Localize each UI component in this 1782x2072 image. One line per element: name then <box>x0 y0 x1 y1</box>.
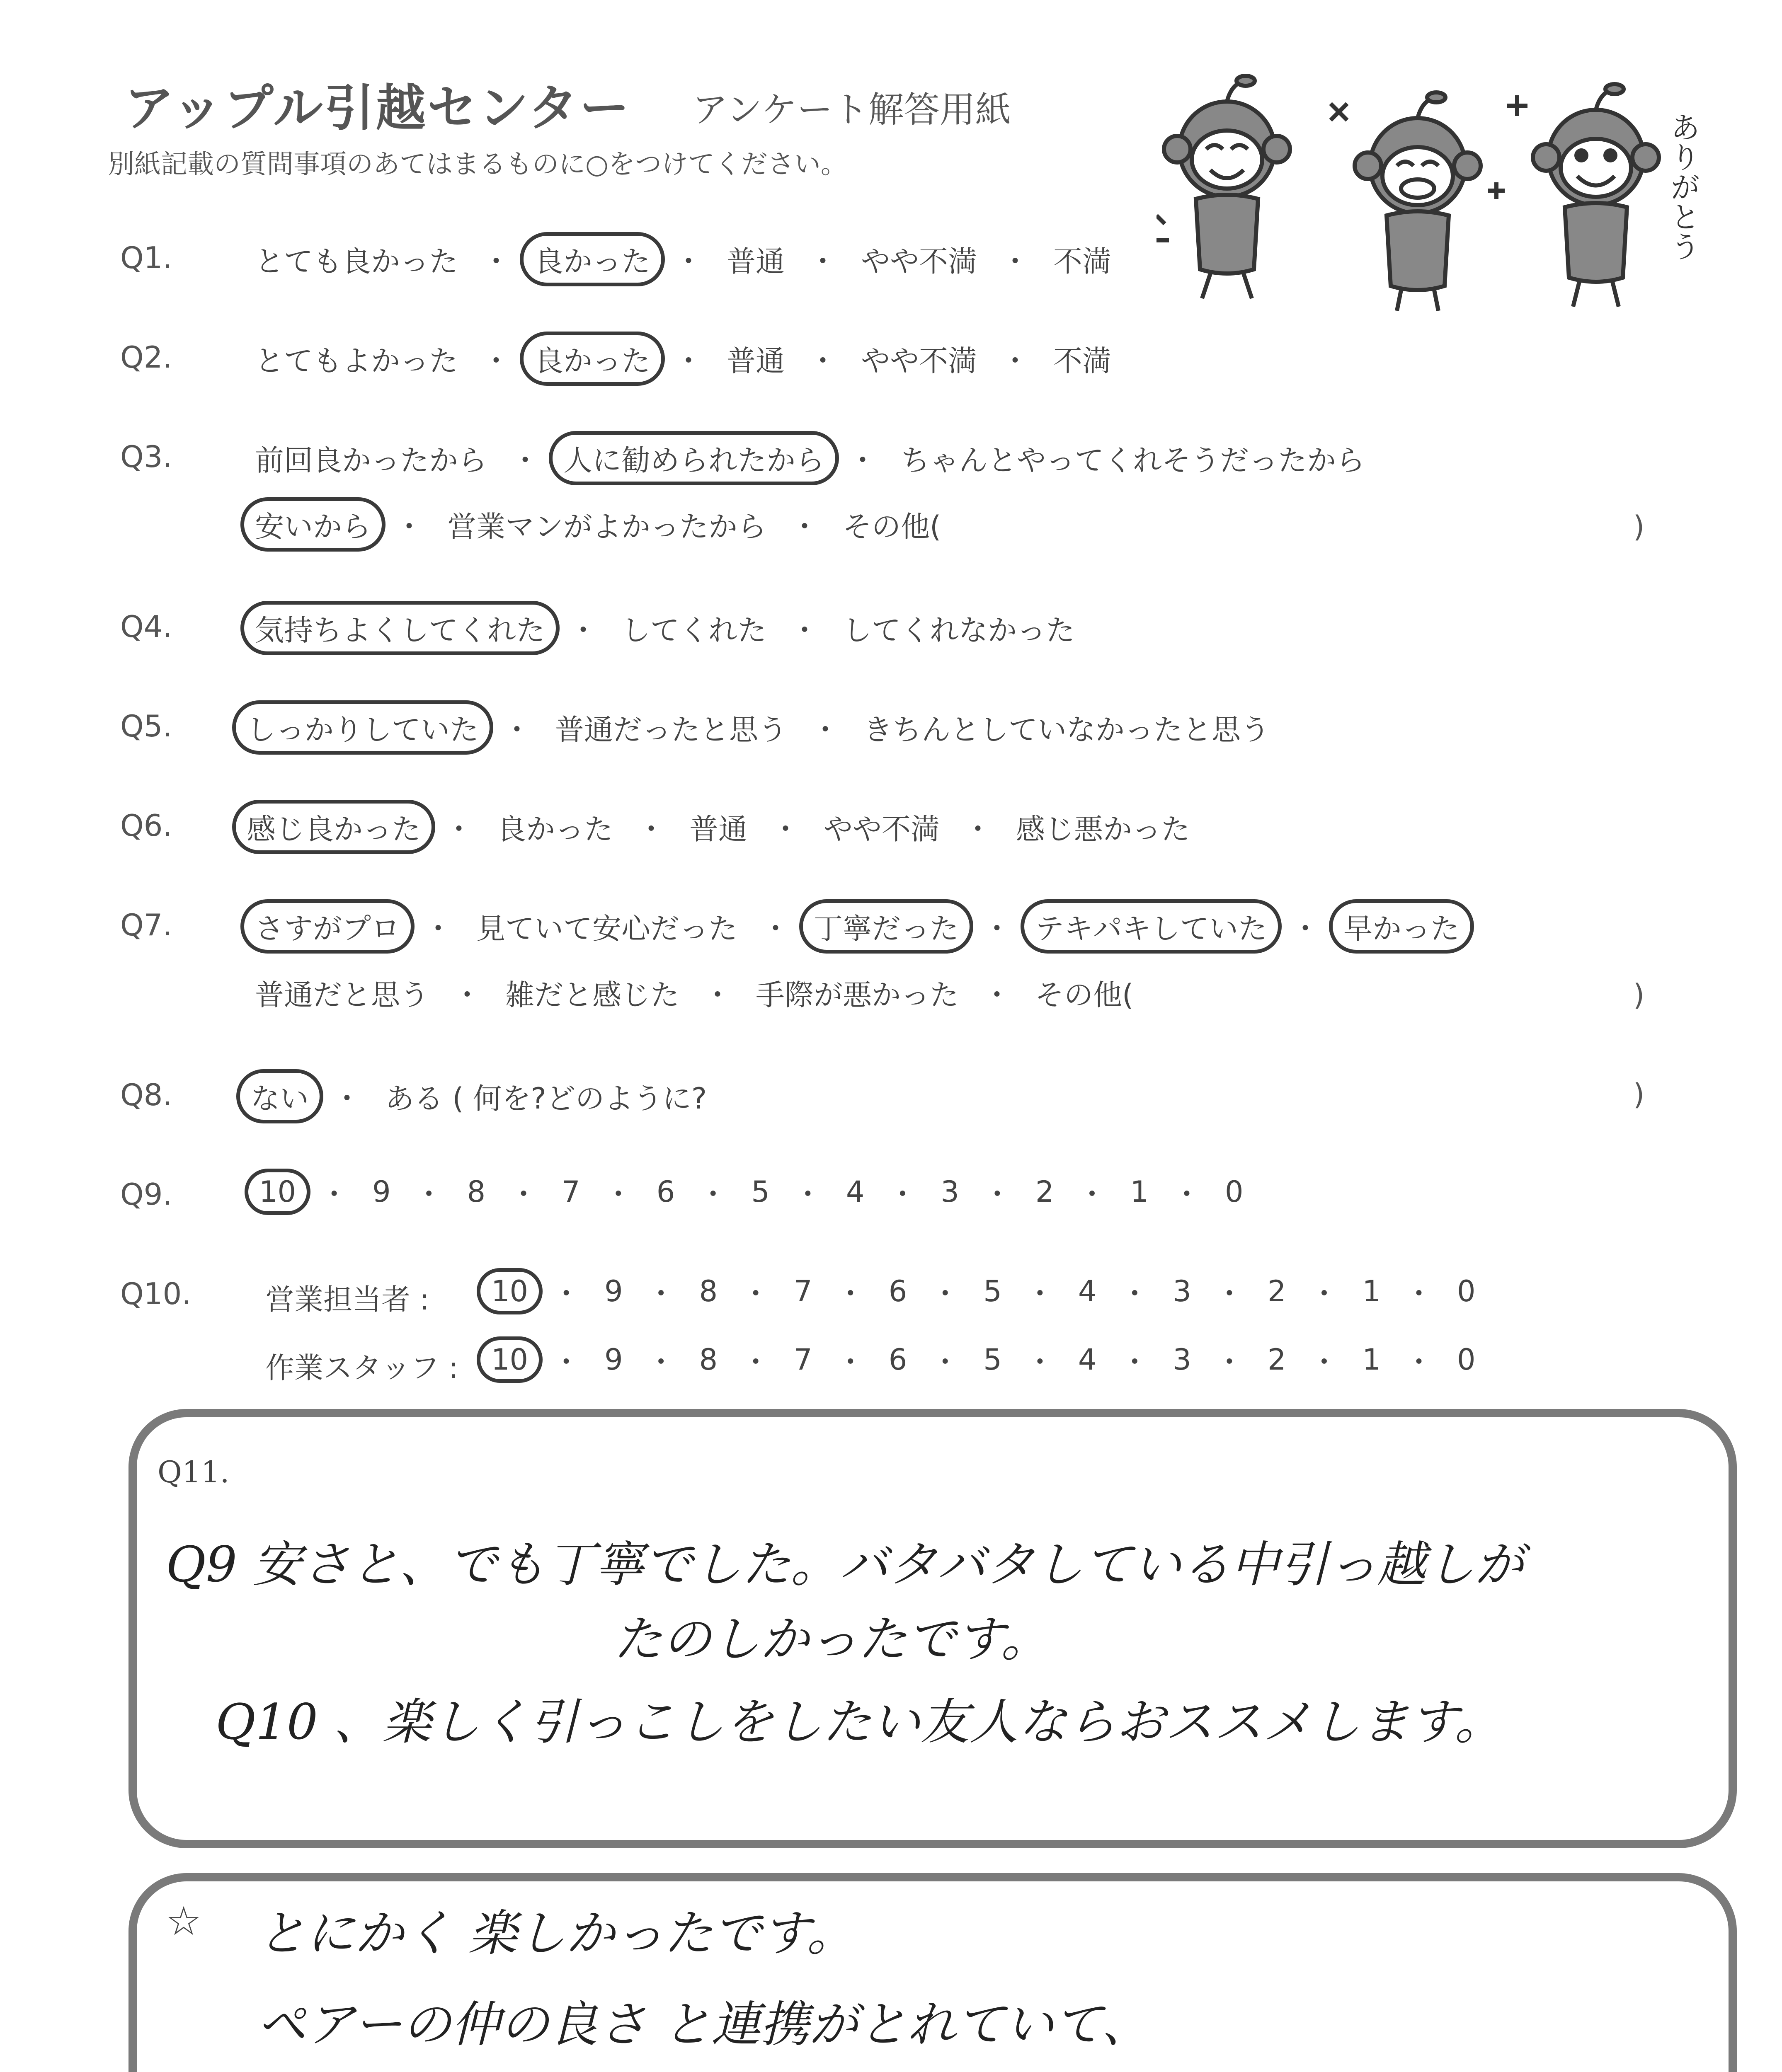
q6-label: Q6. <box>120 808 172 843</box>
q7-option-5-selected[interactable]: 早かった <box>1329 899 1474 954</box>
q6-option-3[interactable]: 普通 <box>689 812 747 846</box>
q3-option-2-selected[interactable]: 人に勧められたから <box>549 431 839 485</box>
q10-staff-score-2[interactable]: 2 <box>1267 1343 1286 1377</box>
q10-staff-score-6[interactable]: 6 <box>888 1343 907 1377</box>
q9-score-10-selected[interactable]: 10 <box>245 1169 310 1215</box>
q3-option-4-selected[interactable]: 安いから <box>240 497 385 552</box>
mascot-monkey-3-icon <box>1488 84 1659 307</box>
q10-staff-score-7[interactable]: 7 <box>794 1343 812 1377</box>
q1-label: Q1. <box>120 240 172 275</box>
instruction-text: 別紙記載の質問事項のあてはまるものに○をつけてください。 <box>108 149 847 180</box>
mascot-monkey-1-icon <box>1156 76 1290 298</box>
q9-score-6[interactable]: 6 <box>656 1175 675 1209</box>
q3-close-paren: ) <box>1633 510 1645 544</box>
form-title: アンケート解答用紙 <box>692 89 1011 131</box>
q10-sales-score-10-selected[interactable]: 10 <box>477 1268 543 1314</box>
comment-line3 <box>613 2068 1246 2072</box>
q4-option-2[interactable]: してくれた <box>621 613 766 647</box>
q2-option-5[interactable]: 不満 <box>1053 344 1111 378</box>
q4-label: Q4. <box>120 609 172 644</box>
q9-score-7[interactable]: 7 <box>562 1175 580 1209</box>
mascot-illustration <box>1156 66 1729 323</box>
q4-option-3[interactable]: してくれなかった <box>843 613 1075 647</box>
q10-sales-score-4[interactable]: 4 <box>1078 1274 1097 1308</box>
q7-option-3-selected[interactable]: 丁寧だった <box>799 899 973 954</box>
company-title: アップル引越センター <box>124 80 631 137</box>
q10-sales-score-6[interactable]: 6 <box>888 1274 907 1308</box>
star-mark: ☆ <box>166 1898 202 1944</box>
q10-staff-label: 作業スタッフ : <box>265 1351 458 1385</box>
q7-options-line1: さすがプロ ・ 見ていて安心だった ・ 丁寧だった ・ テキパキしていた ・ 早かった <box>240 899 1474 954</box>
q10-staff-score-1[interactable]: 1 <box>1362 1343 1381 1377</box>
q2-option-3[interactable]: 普通 <box>727 344 785 378</box>
q10-sales-score-5[interactable]: 5 <box>983 1274 1002 1308</box>
q6-option-5[interactable]: 感じ悪かった <box>1016 812 1190 846</box>
q1-options: とても良かった ・ 良かった ・ 普通 ・ やや不満 ・ 不満 <box>240 232 1126 286</box>
q9-score-9[interactable]: 9 <box>372 1175 391 1209</box>
q10-sales-score-8[interactable]: 8 <box>699 1274 718 1308</box>
q4-options: 気持ちよくしてくれた ・ してくれた ・ してくれなかった <box>240 601 1089 655</box>
q9-scale: 10 ・ 9 ・ 8 ・ 7 ・ 6 ・ 5 ・ 4 ・ 3 ・ 2 ・ 1 ・ 0 <box>245 1169 1258 1215</box>
comment-line2: ペアーの仲の良さ と連携がとれていて、 <box>257 1996 1151 2053</box>
q1-option-4[interactable]: やや不満 <box>861 244 977 278</box>
q3-option-3[interactable]: ちゃんとやってくれそうだったから <box>901 443 1365 477</box>
q7-option-2[interactable]: 見ていて安心だった <box>476 912 737 946</box>
q7-option-7[interactable]: 雑だと感じた <box>505 978 679 1012</box>
comment-line1: とにかく 楽しかったです。 <box>257 1905 856 1962</box>
mascot-monkey-2-icon <box>1331 92 1481 311</box>
q5-option-1-selected[interactable]: しっかりしていた <box>232 700 493 755</box>
q10-sales-score-7[interactable]: 7 <box>794 1274 812 1308</box>
q6-option-2[interactable]: 良かった <box>497 812 613 846</box>
q10-sales-label: 営業担当者 : <box>265 1283 429 1317</box>
q3-option-other[interactable]: その他( <box>843 510 941 544</box>
q9-score-4[interactable]: 4 <box>846 1175 865 1209</box>
q7-option-other[interactable]: その他( <box>1035 978 1134 1012</box>
q10-staff-score-9[interactable]: 9 <box>604 1343 623 1377</box>
q7-options-line2: 普通だと思う ・ 雑だと感じた ・ 手際が悪かった ・ その他( <box>240 966 1148 1020</box>
q1-option-1[interactable]: とても良かった <box>255 244 458 278</box>
q10-sales-score-2[interactable]: 2 <box>1267 1274 1286 1308</box>
q6-option-4[interactable]: やや不満 <box>824 812 940 846</box>
q10-sales-score-1[interactable]: 1 <box>1362 1274 1381 1308</box>
q3-option-1[interactable]: 前回良かったから <box>255 443 487 477</box>
q10-staff-score-3[interactable]: 3 <box>1173 1343 1191 1377</box>
q2-option-2-selected[interactable]: 良かった <box>520 332 665 386</box>
q10-staff-score-4[interactable]: 4 <box>1078 1343 1097 1377</box>
q3-options-line1: 前回良かったから ・ 人に勧められたから ・ ちゃんとやってくれそうだったから <box>240 431 1380 485</box>
q7-label: Q7. <box>120 908 172 942</box>
q8-label: Q8. <box>120 1077 172 1112</box>
q1-option-5[interactable]: 不満 <box>1053 244 1111 278</box>
q5-option-2[interactable]: 普通だったと思う <box>555 713 787 747</box>
q10-sales-scale: 10 ・ 9 ・ 8 ・ 7 ・ 6 ・ 5 ・ 4 ・ 3 ・ 2 ・ 1 ・ 0 <box>477 1268 1490 1314</box>
q2-options: とてもよかった ・ 良かった ・ 普通 ・ やや不満 ・ 不満 <box>240 332 1126 386</box>
q11-answer-line3: Q10 、楽しく引っこしをしたい友人ならおススメします。 <box>216 1693 1503 1750</box>
q8-close-paren: ) <box>1633 1077 1645 1111</box>
q4-option-1-selected[interactable]: 気持ちよくしてくれた <box>240 601 560 655</box>
q1-option-3[interactable]: 普通 <box>727 244 785 278</box>
q10-sales-score-9[interactable]: 9 <box>604 1274 623 1308</box>
q5-options: しっかりしていた ・ 普通だったと思う ・ きちんとしていなかったと思う <box>232 700 1284 755</box>
q7-option-6[interactable]: 普通だと思う <box>255 978 429 1012</box>
q5-label: Q5. <box>120 709 172 743</box>
q6-options: 感じ良かった ・ 良かった ・ 普通 ・ やや不満 ・ 感じ悪かった <box>232 800 1205 854</box>
q10-staff-scale: 10 ・ 9 ・ 8 ・ 7 ・ 6 ・ 5 ・ 4 ・ 3 ・ 2 ・ 1 ・ 0 <box>477 1336 1490 1383</box>
mascot-caption: ありがとう <box>1666 112 1700 261</box>
q9-label: Q9. <box>120 1177 172 1212</box>
q9-score-3[interactable]: 3 <box>941 1175 959 1209</box>
q8-options: ない ・ ある ( 何を?どのように? <box>236 1069 721 1123</box>
q10-staff-score-5[interactable]: 5 <box>983 1343 1002 1377</box>
q2-option-1[interactable]: とてもよかった <box>255 344 458 378</box>
q9-score-8[interactable]: 8 <box>467 1175 486 1209</box>
q1-option-2-selected[interactable]: 良かった <box>520 232 665 286</box>
q5-option-3[interactable]: きちんとしていなかったと思う <box>863 713 1270 747</box>
q10-staff-score-0[interactable]: 0 <box>1457 1343 1476 1377</box>
q6-option-1-selected[interactable]: 感じ良かった <box>232 800 435 854</box>
q11-answer-line2: たのしかったです。 <box>613 1610 1050 1668</box>
q3-label: Q3. <box>120 439 172 474</box>
q9-score-5[interactable]: 5 <box>751 1175 770 1209</box>
q8-option-2[interactable]: ある ( 何を?どのように? <box>385 1082 707 1116</box>
q9-score-1[interactable]: 1 <box>1130 1175 1149 1209</box>
q11-answer-line1: Q9 安さと、でも丁寧でした。バタバタしている中引っ越しが <box>166 1536 1524 1593</box>
q10-staff-score-8[interactable]: 8 <box>699 1343 718 1377</box>
q7-option-8[interactable]: 手際が悪かった <box>756 978 959 1012</box>
q7-option-1-selected[interactable]: さすがプロ <box>240 899 415 954</box>
q9-score-2[interactable]: 2 <box>1035 1175 1054 1209</box>
q11-label: Q11. <box>158 1455 230 1489</box>
q8-option-1-selected[interactable]: ない <box>236 1069 323 1123</box>
q3-options-line2: 安いから ・ 営業マンがよかったから ・ その他( <box>240 497 955 552</box>
q10-staff-score-10-selected[interactable]: 10 <box>477 1336 543 1383</box>
q10-sales-score-0[interactable]: 0 <box>1457 1274 1476 1308</box>
q2-option-4[interactable]: やや不満 <box>861 344 977 378</box>
q3-option-5[interactable]: 営業マンがよかったから <box>447 510 766 544</box>
q2-label: Q2. <box>120 340 172 375</box>
q10-label: Q10. <box>120 1276 192 1311</box>
q7-option-4-selected[interactable]: テキパキしていた <box>1021 899 1282 954</box>
q7-close-paren: ) <box>1633 978 1645 1012</box>
q9-score-0[interactable]: 0 <box>1225 1175 1244 1209</box>
q10-sales-score-3[interactable]: 3 <box>1173 1274 1191 1308</box>
